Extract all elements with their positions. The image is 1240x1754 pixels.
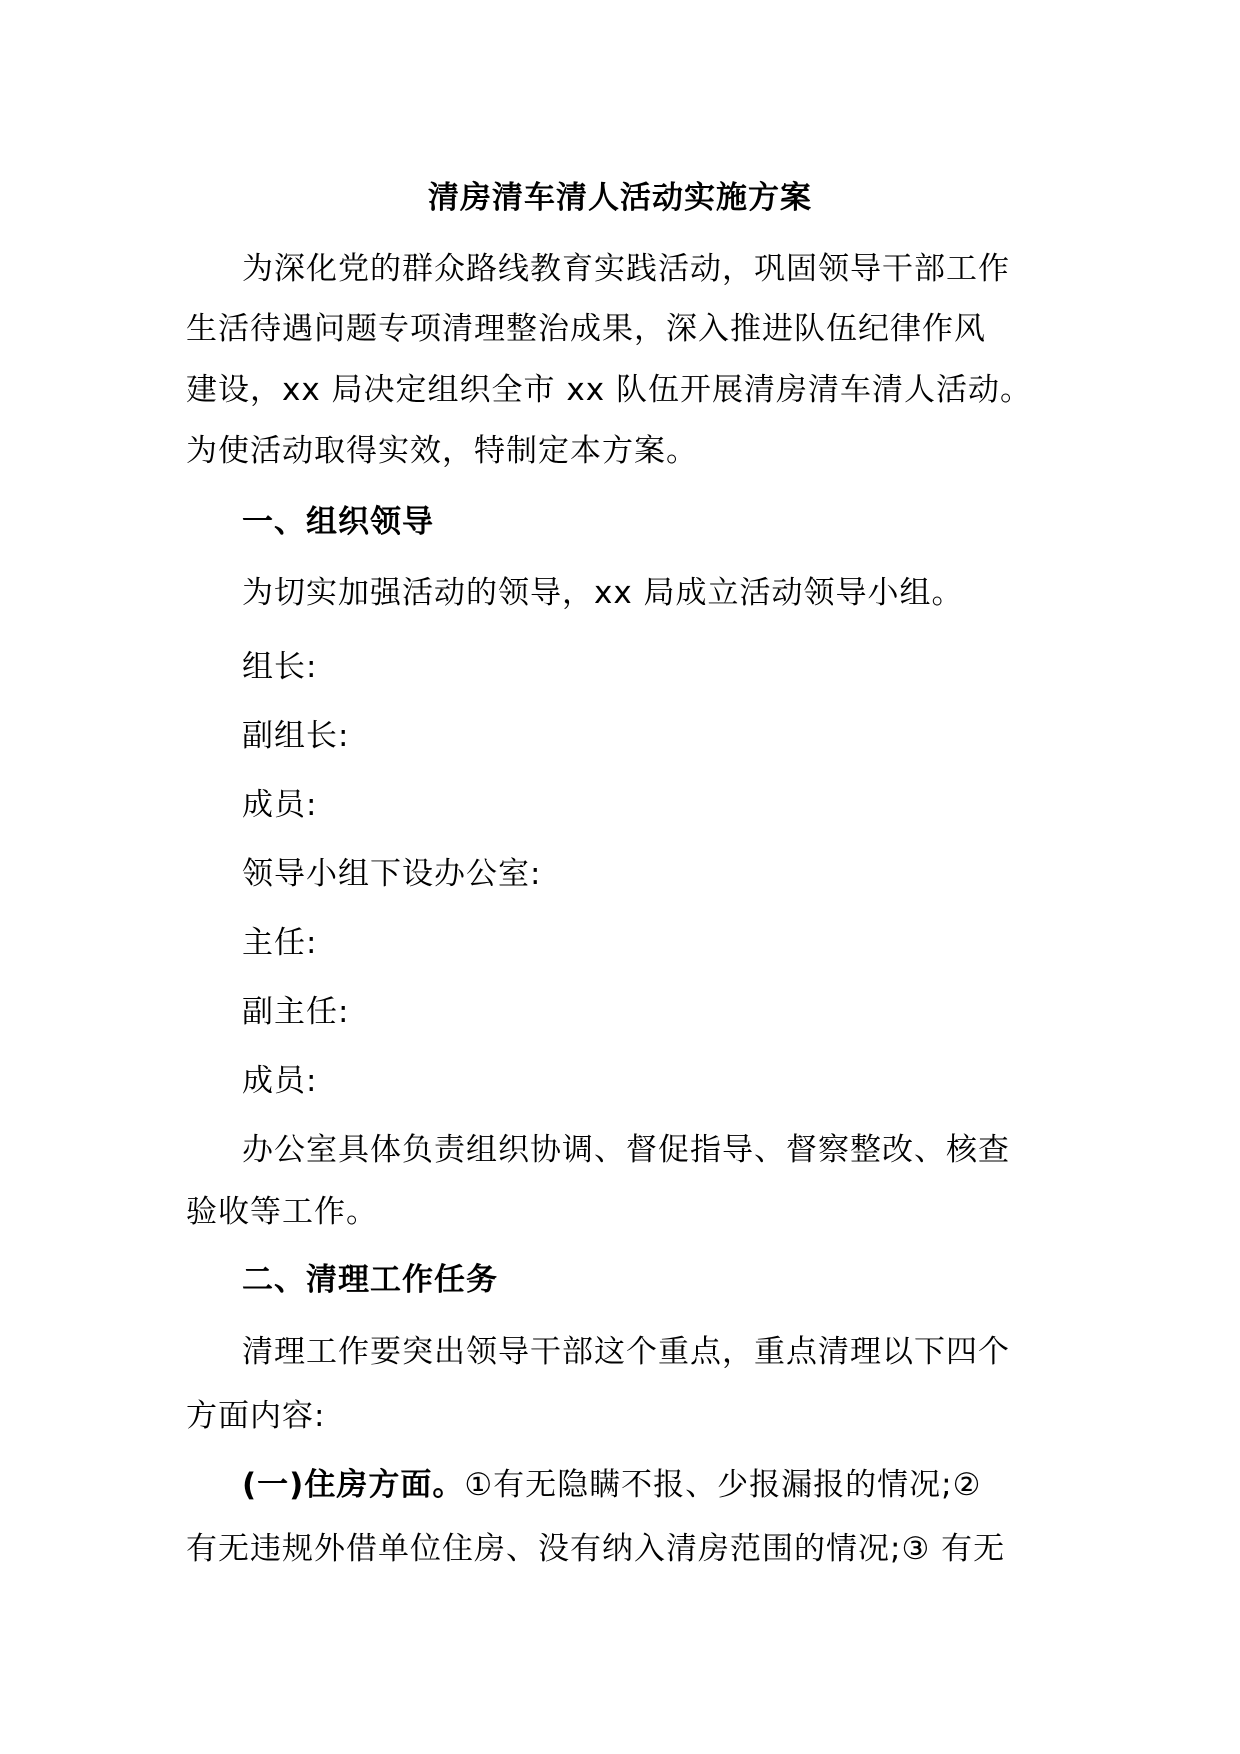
intro-line-1: 为深化党的群众路线教育实践活动，巩固领导干部工作	[242, 251, 1010, 287]
members-label: 成员:	[242, 787, 318, 823]
office-duty-line-2: 验收等工作。	[186, 1194, 378, 1230]
deputy-leader-label: 副组长:	[242, 718, 350, 754]
housing-item-line-1	[242, 1463, 981, 1507]
section2-paragraph-line-2: 方面内容:	[186, 1398, 326, 1434]
housing-item-line-2: 有无违规外借单位住房、没有纳入清房范围的情况;③ 有无	[186, 1531, 1006, 1567]
section1-paragraph: 为切实加强活动的领导，xx 局成立活动领导小组。	[242, 575, 964, 611]
section1-heading: 一、组织领导	[242, 504, 434, 540]
housing-item-text: ①有无隐瞒不报、少报漏报的情况;②	[464, 1467, 982, 1503]
intro-line-2: 生活待遇问题专项清理整治成果，深入推进队伍纪律作风	[186, 311, 986, 347]
section2-paragraph-line-1: 清理工作要突出领导干部这个重点，重点清理以下四个	[242, 1334, 1010, 1370]
deputy-director-label: 副主任:	[242, 994, 350, 1030]
document-title: 清房清车清人活动实施方案	[428, 180, 812, 216]
leader-label: 组长:	[242, 649, 318, 685]
housing-item-label: (一)住房方面。	[242, 1467, 465, 1503]
director-label: 主任:	[242, 925, 318, 961]
office-members-label: 成员:	[242, 1063, 318, 1099]
intro-line-4: 为使活动取得实效，特制定本方案。	[186, 433, 698, 469]
office-duty-line-1: 办公室具体负责组织协调、督促指导、督察整改、核查	[242, 1132, 1010, 1168]
intro-line-3: 建设，xx 局决定组织全市 xx 队伍开展清房清车清人活动。	[186, 372, 1032, 408]
office-label: 领导小组下设办公室:	[242, 856, 542, 892]
section2-heading: 二、清理工作任务	[242, 1262, 498, 1298]
